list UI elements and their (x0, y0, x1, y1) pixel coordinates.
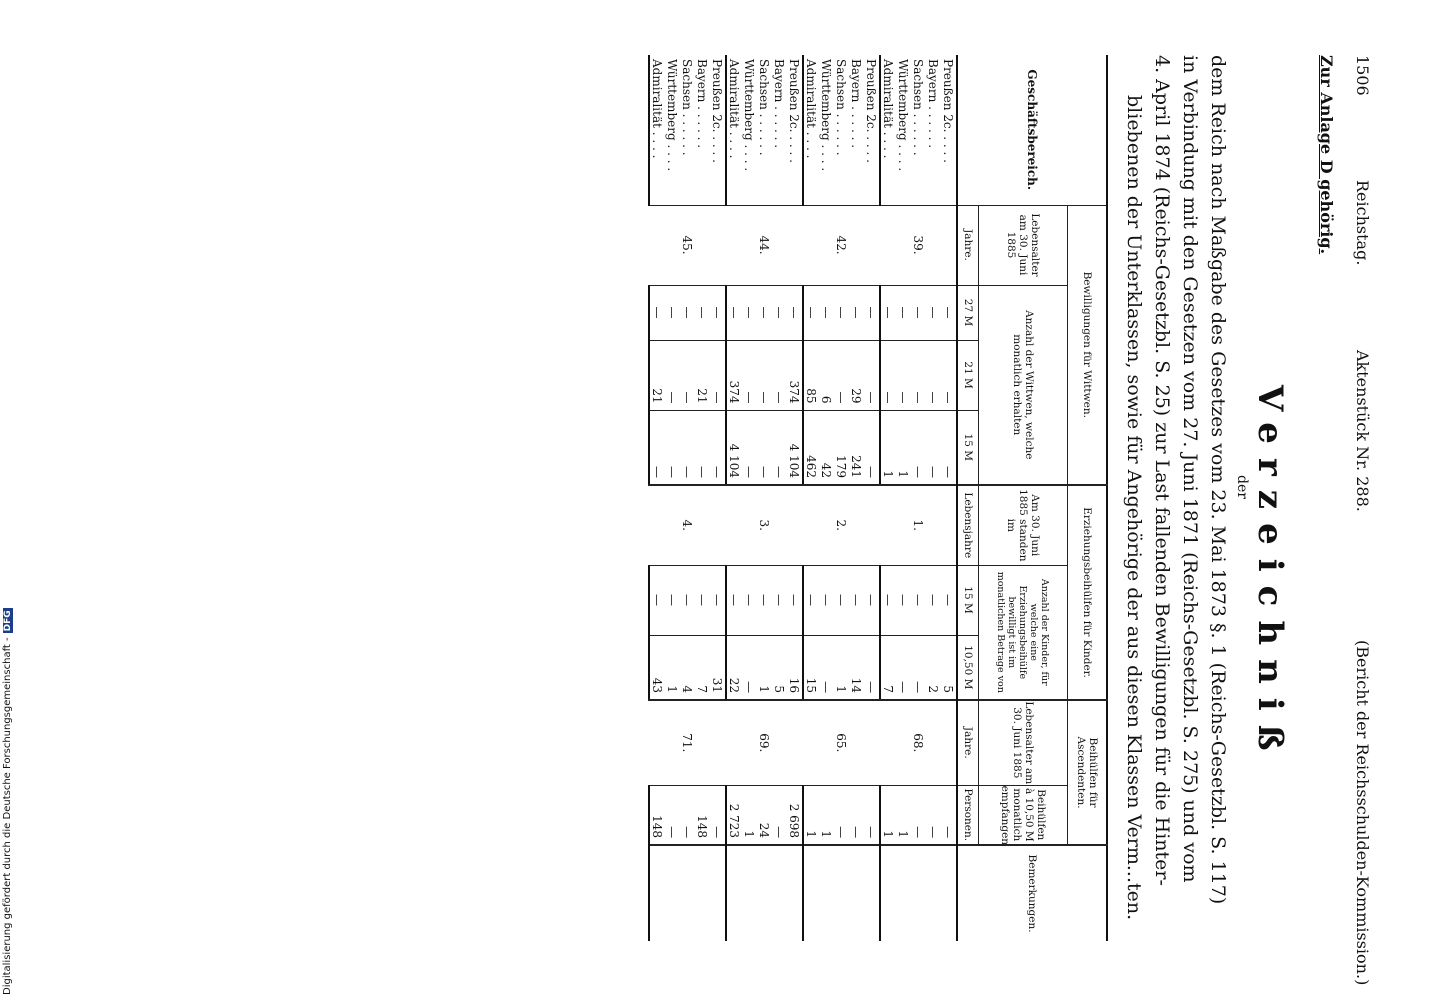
rotated-document (90, 30, 1380, 986)
remarks-cell (896, 845, 911, 941)
child-1050-cell: 1 (757, 635, 772, 700)
parent-count-cell: 24 (757, 785, 772, 845)
remarks-cell (726, 845, 742, 941)
persons-subheader: Personen. (957, 785, 979, 845)
intro-line-4: bliebenen der Unterklassen, sowie für Angehörige der aus diesen Klassen Verm...ten. (1123, 95, 1145, 921)
widow-27-cell: — (911, 285, 926, 340)
child-1050-cell: 15 (803, 635, 819, 700)
child-15-cell: — (803, 565, 819, 635)
widow-15-cell: — (649, 410, 665, 485)
w27-subheader: 27 M (957, 285, 979, 340)
widow-21-cell: 374 (726, 340, 742, 410)
widow-15-cell: 1 (896, 410, 911, 485)
widow-21-cell: 21 (695, 340, 710, 410)
table-row (941, 55, 957, 941)
widow-27-cell: — (880, 285, 896, 340)
parent-count-cell: 2 698 (787, 785, 803, 845)
widow-27-cell: — (864, 285, 880, 340)
parents-group-header: Beihülfen für Ascendenten. (1068, 700, 1108, 845)
state-name-cell: Sachsen . . . . . . (834, 59, 849, 156)
document-title: Verzeichniß (1250, 385, 1290, 765)
state-name-cell: Sachsen . . . . . . (911, 59, 926, 156)
parent-count-cell: 148 (649, 785, 665, 845)
child-1050-cell: — (864, 635, 880, 700)
widow-15-cell: 1 (880, 410, 896, 485)
years-subheader: Jahre. (957, 205, 979, 285)
child-1050-cell: 43 (649, 635, 665, 700)
child-15-cell: — (864, 565, 880, 635)
state-name-cell: Admiralität . . . . (880, 55, 896, 205)
widow-21-cell: — (926, 340, 941, 410)
state-name-cell: Württemberg . . . . (896, 59, 911, 172)
child-15-cell: — (787, 565, 803, 635)
remarks-cell (941, 845, 957, 941)
child-15-cell: — (726, 565, 742, 635)
child-count-header: Anzahl der Kinder, für welche eine Erziehungsbeihülfe bewilligt ist im monatlichen Betrage von (979, 565, 1068, 700)
state-name-cell: Bayern . . . . . . (772, 59, 787, 149)
state-name-cell: Bayern . . . . . . (926, 59, 941, 149)
remarks-cell (649, 845, 665, 941)
parent-count-cell: — (926, 785, 941, 845)
child-15-cell: — (849, 565, 864, 635)
parent-count-cell: 2 723 (726, 785, 742, 845)
widow-15-cell: 4 104 (787, 410, 803, 485)
remarks-cell (695, 845, 710, 941)
data-table (648, 55, 1108, 941)
intro-line-1: dem Reich nach Maßgabe des Gesetzes vom 23. Mai 1873 §. 1 (Reichs-Gesetzbl. S. 117) (1207, 55, 1229, 905)
table-row (710, 55, 726, 941)
child-15-cell: — (896, 565, 911, 635)
child-15-cell: — (695, 565, 710, 635)
widow-21-cell: — (941, 340, 957, 410)
c15-subheader: 15 M (957, 565, 979, 635)
child-age-cell: 3. (726, 485, 803, 565)
widow-21-cell: — (710, 340, 726, 410)
widow-15-cell: — (772, 410, 787, 485)
parent-years-subheader: Jahre. (957, 700, 979, 785)
widow-27-cell: — (926, 285, 941, 340)
intro-line-3: 4. April 1874 (Reichs-Gesetzbl. S. 25) zur Last fallenden Bewilligungen für die Hinter- (1151, 55, 1173, 886)
parent-count-cell: 1 (896, 785, 911, 845)
page-number: 1506 (1353, 55, 1372, 96)
widow-21-cell: 374 (787, 340, 803, 410)
child-age-cell: 2. (803, 485, 880, 565)
state-name-cell: Preußen 2c. . . . . (787, 59, 802, 163)
widow-15-cell: — (757, 410, 772, 485)
state-name-cell: Bayern . . . . . . (695, 59, 710, 149)
widow-age-cell: 42. (803, 205, 880, 285)
header-right: (Bericht der Reichsschulden-Kommission.) (1353, 640, 1372, 986)
widow-15-cell: 4 104 (726, 410, 742, 485)
age-header: Lebensalter am 30. Juni 1885 (979, 205, 1068, 285)
remarks-cell (911, 845, 926, 941)
child-1050-cell: 7 (695, 635, 710, 700)
widow-21-cell: 21 (649, 340, 665, 410)
parent-count-cell: — (834, 785, 849, 845)
widow-21-cell: — (896, 340, 911, 410)
parent-count-cell: — (864, 785, 880, 845)
child-15-cell: — (742, 565, 757, 635)
widow-15-cell: — (742, 410, 757, 485)
child-1050-cell: 31 (710, 635, 726, 700)
w15-subheader: 15 M (957, 410, 979, 485)
document-subtitle: der (1234, 475, 1250, 499)
child-1050-cell: 14 (849, 635, 864, 700)
widow-27-cell: — (941, 285, 957, 340)
state-name-cell: Preußen 2c. . . . . (941, 59, 956, 163)
widow-count-header: Anzahl der Wittwen, welche monatlich erhalten (979, 285, 1068, 485)
widow-21-cell: — (911, 340, 926, 410)
header-center: Aktenstück Nr. 288. (1353, 350, 1372, 512)
widow-15-cell: — (665, 410, 680, 485)
child-1050-cell: 2 (926, 635, 941, 700)
parent-count-cell: — (710, 785, 726, 845)
widow-27-cell: — (680, 285, 695, 340)
remarks-cell (757, 845, 772, 941)
widow-age-cell: 44. (726, 205, 803, 285)
table-body (649, 55, 957, 941)
child-1050-cell: 1 (834, 635, 849, 700)
child-age-cell: 1. (880, 485, 957, 565)
parent-count-cell: — (911, 785, 926, 845)
w21-subheader: 21 M (957, 340, 979, 410)
widow-15-cell: 241 (849, 410, 864, 485)
widow-27-cell: — (757, 285, 772, 340)
remarks-cell (665, 845, 680, 941)
child-1050-cell: 5 (941, 635, 957, 700)
child-years-subheader: Lebensjahre (957, 485, 979, 565)
dfg-logo: DFG (3, 610, 13, 632)
parent-count-cell: 1 (742, 785, 757, 845)
annex-note: Zur Anlage D gehörig. (1317, 55, 1336, 255)
intro-line-2: in Verbindung mit den Gesetzen vom 27. Juni 1871 (Reichs-Gesetzbl. S. 275) und vom (1179, 55, 1201, 883)
child-1050-cell: — (819, 635, 834, 700)
table-row (864, 55, 880, 941)
parent-count-header: Beihülfen à 10,50 M monatlich empfangen (979, 785, 1068, 845)
parent-age-cell: 71. (649, 700, 726, 785)
remarks-cell (680, 845, 695, 941)
parent-count-cell: — (849, 785, 864, 845)
state-name-cell: Sachsen . . . . . . (757, 59, 772, 156)
child-age-header: Am 30. Juni 1885 standen im (979, 485, 1068, 565)
header-left: Reichstag. (1353, 180, 1372, 266)
child-15-cell: — (649, 565, 665, 635)
widow-21-cell: — (834, 340, 849, 410)
table-row (787, 55, 803, 941)
state-name-cell: Württemberg . . . . (665, 59, 680, 172)
child-1050-cell: 4 (680, 635, 695, 700)
parent-count-cell: 148 (695, 785, 710, 845)
child-15-cell: — (911, 565, 926, 635)
state-name-cell: Admiralität . . . . (649, 55, 665, 205)
remarks-cell (742, 845, 757, 941)
parent-age-header: Lebensalter am 30. Juni 1885 (979, 700, 1068, 785)
widow-15-cell: — (926, 410, 941, 485)
parent-count-cell: — (665, 785, 680, 845)
widow-27-cell: — (710, 285, 726, 340)
widow-15-cell: — (864, 410, 880, 485)
widow-21-cell: — (742, 340, 757, 410)
widow-27-cell: — (742, 285, 757, 340)
widow-21-cell: — (864, 340, 880, 410)
state-name-cell: Preußen 2c. . . . . (710, 59, 725, 163)
remarks-cell (803, 845, 819, 941)
widow-27-cell: — (819, 285, 834, 340)
widow-27-cell: — (834, 285, 849, 340)
widow-21-cell: 6 (819, 340, 834, 410)
widow-27-cell: — (787, 285, 803, 340)
widow-21-cell: — (680, 340, 695, 410)
child-1050-cell: 7 (880, 635, 896, 700)
state-name-cell: Württemberg . . . . (819, 59, 834, 172)
child-1050-cell: 22 (726, 635, 742, 700)
child-1050-cell: — (742, 635, 757, 700)
state-name-cell: Bayern . . . . . . (849, 59, 864, 149)
widow-15-cell: — (695, 410, 710, 485)
widow-27-cell: — (726, 285, 742, 340)
child-1050-cell: 16 (787, 635, 803, 700)
child-15-cell: — (941, 565, 957, 635)
digitization-text: Digitalisierung gefördert durch die Deutsche Forschungsgemeinschaft - (2, 637, 13, 995)
widow-15-cell: — (680, 410, 695, 485)
remarks-header: Bemerkungen. (957, 845, 1107, 941)
state-name-cell: Admiralität . . . . (726, 55, 742, 205)
child-1050-cell: 5 (772, 635, 787, 700)
widow-27-cell: — (803, 285, 819, 340)
child-15-cell: — (665, 565, 680, 635)
child-1050-cell: 1 (665, 635, 680, 700)
c1050-subheader: 10,50 M (957, 635, 979, 700)
child-1050-cell: — (896, 635, 911, 700)
widow-15-cell: — (941, 410, 957, 485)
child-15-cell: — (926, 565, 941, 635)
parent-count-cell: — (772, 785, 787, 845)
child-15-cell: — (772, 565, 787, 635)
remarks-cell (787, 845, 803, 941)
widows-group-header: Bewilligungen für Wittwen. (1068, 205, 1108, 485)
widow-27-cell: — (896, 285, 911, 340)
widow-21-cell: — (665, 340, 680, 410)
widow-27-cell: — (665, 285, 680, 340)
remarks-cell (834, 845, 849, 941)
child-1050-cell: — (911, 635, 926, 700)
parent-count-cell: — (941, 785, 957, 845)
child-15-cell: — (834, 565, 849, 635)
widow-15-cell: — (911, 410, 926, 485)
widow-21-cell: — (757, 340, 772, 410)
child-age-cell: 4. (649, 485, 726, 565)
remarks-cell (880, 845, 896, 941)
child-15-cell: — (757, 565, 772, 635)
remarks-cell (710, 845, 726, 941)
parent-count-cell: 1 (803, 785, 819, 845)
parent-age-cell: 65. (803, 700, 880, 785)
col-state-header: Geschäftsbereich. (957, 55, 1107, 205)
widow-age-cell: 45. (649, 205, 726, 285)
parent-age-cell: 68. (880, 700, 957, 785)
child-15-cell: — (819, 565, 834, 635)
widow-21-cell: 85 (803, 340, 819, 410)
widow-15-cell: — (710, 410, 726, 485)
remarks-cell (772, 845, 787, 941)
widow-15-cell: 179 (834, 410, 849, 485)
parent-count-cell: 1 (819, 785, 834, 845)
state-name-cell: Württemberg . . . . (742, 59, 757, 172)
children-group-header: Erziehungsbeihülfen für Kinder. (1068, 485, 1108, 700)
widow-21-cell: — (772, 340, 787, 410)
widow-27-cell: — (695, 285, 710, 340)
widow-15-cell: 42 (819, 410, 834, 485)
parent-count-cell: — (680, 785, 695, 845)
state-name-cell: Admiralität . . . . (803, 55, 819, 205)
widow-27-cell: — (772, 285, 787, 340)
widow-27-cell: — (649, 285, 665, 340)
state-name-cell: Preußen 2c. . . . . (864, 59, 879, 163)
remarks-cell (864, 845, 880, 941)
widow-21-cell: 29 (849, 340, 864, 410)
widow-21-cell: — (880, 340, 896, 410)
widow-27-cell: — (849, 285, 864, 340)
state-name-cell: Sachsen . . . . . . (680, 59, 695, 156)
widow-15-cell: 462 (803, 410, 819, 485)
child-15-cell: — (680, 565, 695, 635)
child-15-cell: — (880, 565, 896, 635)
parent-age-cell: 69. (726, 700, 803, 785)
widow-age-cell: 39. (880, 205, 957, 285)
parent-count-cell: 1 (880, 785, 896, 845)
remarks-cell (819, 845, 834, 941)
remarks-cell (849, 845, 864, 941)
child-15-cell: — (710, 565, 726, 635)
digitization-note (2, 608, 13, 995)
remarks-cell (926, 845, 941, 941)
